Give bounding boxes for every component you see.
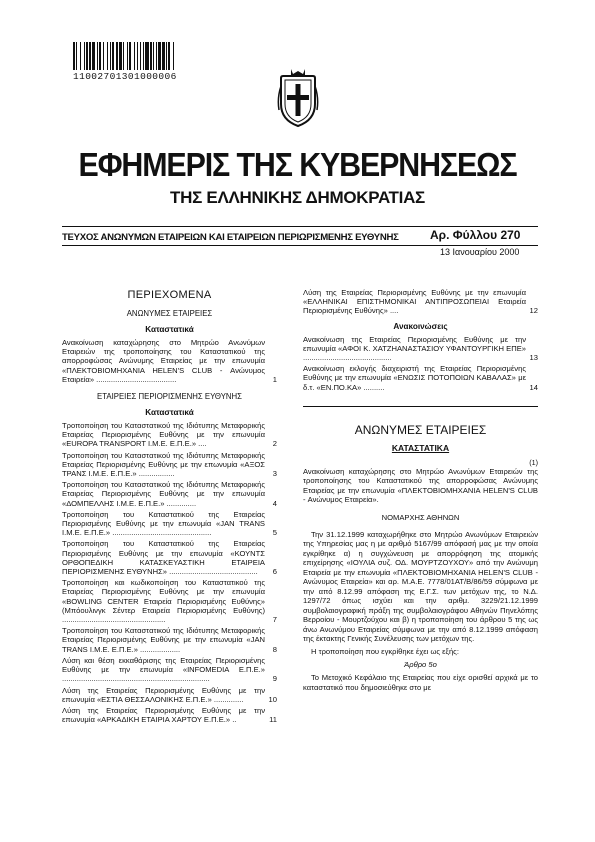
- toc-entry-text: Τροποποίηση και κωδικοποίηση του Καταστατικού της Εταιρείας Περιορισμένης Ευθύνης με την επωνυμία «BOWLING CENTER Εταιρεία Περιορισμένης Ευθύνης» (Μπόουλινγκ Σέντερ Εταιρεία Περιορισμένης Ευθύνης) .................................................: [62, 578, 265, 625]
- toc-entry-page: 5: [272, 528, 277, 538]
- toc-list-continued: [303, 288, 538, 316]
- toc-section-anonymous: ΑΝΩΝΥΜΕΣ ΕΤΑΙΡΕΙΕΣ: [126, 309, 213, 318]
- toc-entry-page: 10: [268, 694, 277, 704]
- toc-entry[interactable]: [62, 451, 277, 479]
- article-heading: Άρθρο 5ο: [404, 660, 437, 670]
- notice-reference: (1): [529, 457, 538, 467]
- barcode-bar: [174, 42, 175, 70]
- toc-entry-page: 14: [529, 382, 538, 392]
- toc-section-limited: ΕΤΑΙΡΕΙΕΣ ΠΕΡΙΟΡΙΣΜΕΝΗΣ ΕΥΘΥΝΗΣ: [97, 392, 242, 402]
- toc-entry[interactable]: [62, 706, 277, 724]
- toc-entry-page: 8: [272, 644, 277, 654]
- toc-entry-text: Ανακοίνωση της Εταιρείας Περιορισμένης Ευθύνης με την επωνυμία «ΑΦΟΙ Κ. ΧΑΤΖΗΑΝΑΣΤΑΣΙΟΥ ΥΦΑΝΤΟΥΡΓΙΚΗ ΕΠΕ» ..........................................: [303, 334, 526, 363]
- toc-list-announcements: [303, 335, 538, 392]
- toc-entry-page: 1: [272, 374, 277, 384]
- toc-title: ΠΕΡΙΕΧΟΜΕΝΑ: [127, 289, 212, 301]
- toc-entry-text: Τροποποίηση του Καταστατικού της Ιδιότυπης Μεταφορικής Εταιρείας Περιορισμένης Ευθύνης με την επωνυμία «ΑΞΟΣ ΤΡΑΝΣ Ι.Μ.Ε. Ε.Π.Ε.» .................: [62, 450, 265, 479]
- masthead-title: ΕΦΗΜΕΡΙΣ ΤΗΣ ΚΥΒΕΡΝΗΣΕΩΣ: [78, 146, 517, 183]
- toc-entry[interactable]: [62, 480, 277, 508]
- sheet-number: Αρ. Φύλλου 270: [430, 228, 521, 242]
- toc-category-announcements: Ανακοινώσεις: [393, 321, 448, 331]
- toc-entry-text: Τροποποίηση του Καταστατικού της Ιδιότυπης Μεταφορικής Εταιρείας Περιορισμένης Ευθύνης με την επωνυμία «EUROPA TRANSPORT Ι.Μ.Ε. Ε.Π.Ε.» ....: [62, 421, 265, 449]
- notice-paragraph-3: Το Μετοχικό Κεφάλαιο της Εταιρείας που είχε ορισθεί αρχικά με το καταστατικό που δημοσιεύθηκε στο με: [303, 673, 538, 692]
- toc-entry-text: Λύση της Εταιρείας Περιορισμένης Ευθύνης με την επωνυμία «ΕΛΛΗΝΙΚΑΙ ΕΠΙΣΤΗΜΟΝΙΚΑΙ ΑΝΤΙΠΡΟΣΩΠΕΙΑΙ Εταιρεία Περιορισμένης Ευθύνης» ....: [303, 288, 526, 316]
- toc-entry[interactable]: [62, 421, 277, 449]
- toc-entry-text: Λύση της Εταιρείας Περιορισμένης Ευθύνης με την επωνυμία «ΑΡΚΑΔΙΚΗ ΕΤΑΙΡΙΑ ΧΑΡΤΟΥ Ε.Π.Ε.» ..: [62, 705, 265, 725]
- issue-date: 13 Ιανουαρίου 2000: [440, 247, 520, 257]
- toc-entry-text: Ανακοίνωση καταχώρησης στο Μητρώο Ανωνύμων Εταιρειών της τροποποίησης του Καταστατικού της απορροφώσας Ανώνυμης Εταιρείας με την επωνυμία «ΠΛΕΚΤΟΒΙΟΜΗΧΑΝΙΑ HELEN'S CLUB - Ανώνυμος Εταιρεία» ......................................: [62, 338, 265, 384]
- toc-entry-page: 4: [272, 498, 277, 508]
- content-column-right: [303, 288, 538, 695]
- toc-entry-page: 7: [272, 615, 277, 625]
- toc-entry-page: 9: [272, 674, 277, 684]
- toc-entry[interactable]: [303, 288, 538, 316]
- toc-entry[interactable]: [62, 510, 277, 538]
- toc-entry-text: Τροποποίηση του Καταστατικού της Εταιρείας Περιορισμένης Ευθύνης με την επωνυμία «ΚΟΥΝΤΣ ΟΡΘΟΠΕΔΙΚΗ ΚΑΤΑΣΚΕΥΑΣΤΙΚΗ ΕΤΑΙΡΕΙΑ ΠΕΡΙΟΡΙΣΜΕΝΗΣ ΕΥΘΥΝΗΣ» ..........................................: [62, 539, 265, 577]
- section-rule: [303, 406, 538, 407]
- notice-paragraph-2: Η τροποποίηση που εγκρίθηκε έχει ως εξής:: [311, 646, 459, 656]
- toc-category-statutes-2: Καταστατικά: [145, 408, 194, 418]
- toc-entry[interactable]: [62, 578, 277, 624]
- issue-label: ΤΕΥΧΟΣ ΑΝΩΝΥΜΩΝ ΕΤΑΙΡΕΙΩΝ ΚΑΙ ΕΤΑΙΡΕΙΩΝ ΠΕΡΙΩΡΙΣΜΕΝΗΣ ΕΥΘΥΝΗΣ: [62, 232, 399, 243]
- toc-entry[interactable]: [62, 656, 277, 684]
- header-rule-bottom: [62, 245, 538, 246]
- toc-entry-text: Ανακοίνωση εκλογής διαχειριστή της Εταιρείας Περιορισμένης Ευθύνης με την επωνυμία «ΕΝΩΣΙΣ ΠΟΤΟΠΟΙΩΝ ΚΑΒΑΛΑΣ» με δ.τ. «ΕΝ.ΠΟ.ΚΑ» ..........: [303, 364, 526, 392]
- toc-entry[interactable]: [303, 364, 538, 392]
- toc-entry-text: Τροποποίηση του Καταστατικού της Ιδιότυπης Μεταφορικής Εταιρείας Περιορισμένης Ευθύνης με την επωνυμία «ΔΟΜΠΕΛΛΗΣ Ι.Μ.Ε. Ε.Π.Ε.» ..............: [62, 480, 265, 508]
- toc-entry-page: 3: [272, 469, 277, 479]
- masthead-subtitle: ΤΗΣ ΕΛΛΗΝΙΚΗΣ ΔΗΜΟΚΡΑΤΙΑΣ: [170, 188, 425, 207]
- toc-list-anonymous: [62, 338, 277, 384]
- toc-entry-page: 13: [529, 353, 538, 363]
- section-title: ΑΝΩΝΥΜΕΣ ΕΤΑΙΡΕΙΕΣ: [354, 422, 487, 437]
- notice-paragraph-1: Την 31.12.1999 καταχωρήθηκε στο Μητρώο Ανωνύμων Εταιρειών της Υπηρεσίας μας η με αριθμό 5167/99 απόφασή μας με την οποία εγκρίθηκε α) η συγχώνευση με απορρόφηση της ατομικής επιχείρησης «ΙΟΥΛΙΑ συζ. ΟΔ. ΜΟΥΡΤΖΟΥΧΟΥ» από την Ανώνυμη Εταιρεία με την επωνυμία «ΠΛΕΚΤΟΒΙΟΜΗΧΑΝΙΑ HELEN'S CLUB - Ανώνυμος Εταιρεία» και αρ. Μ.Α.Ε. 7778/01ΑΤ/Β/86/59 σύμφωνα με την από 8.12.99 απόφαση της Ε.Γ.Σ. των μετόχων της, το Ν.Δ. 1297/72 όπως ισχύει και την αριθμ. 3229/21.12.1999 συμβολαιογραφική πράξη της συμβολαιογράφου Αθηνών Πηνελόπης Βερροίου - Μουρτζούχου και β) η τροποποίηση του άρθρου 5 της ως άνω Ανωνύμου Εταιρείας σύμφωνα με την από 8.12.1999 απόφαση της έκτακτης Γενικής Συνέλευσης των μετόχων της.: [303, 529, 538, 644]
- category-title: ΚΑΤΑΣΤΑΤΙΚΑ: [391, 442, 450, 453]
- toc-entry-page: 2: [272, 439, 277, 449]
- toc-category-statutes-1: Καταστατικά: [145, 325, 194, 334]
- toc-list-limited: [62, 421, 277, 724]
- toc-entry-page: 11: [269, 715, 277, 725]
- toc-entry-text: Λύση και θέση εκκαθάρισης της Εταιρείας Περιορισμένης Ευθύνης με την επωνυμία «INFOMEDIA Ε.Π.Ε.» ......................................................................: [62, 655, 265, 684]
- toc-entry[interactable]: [62, 626, 277, 654]
- coat-of-arms-icon: [277, 68, 319, 128]
- barcode: [73, 42, 211, 70]
- toc-entry[interactable]: [62, 338, 277, 384]
- toc-entry-page: 6: [272, 567, 277, 577]
- toc-entry-text: Λύση της Εταιρείας Περιορισμένης Ευθύνης με την επωνυμία «ΕΣΤΙΑ ΘΕΣΣΑΛΟΝΙΚΗΣ Ε.Π.Ε.» ..............: [62, 685, 265, 704]
- notice-authority: ΝΟΜΑΡΧΗΣ ΑΘΗΝΩΝ: [381, 512, 460, 522]
- toc-entry-text: Τροποποίηση του Καταστατικού της Εταιρείας Περιορισμένης Ευθύνης με την επωνυμία «JAN TRANS Ι.Μ.Ε. Ε.Π.Ε.» ...............................................: [62, 509, 265, 538]
- barcode-number: 11002701301000006: [73, 71, 177, 82]
- toc-entry-text: Τροποποίηση του Καταστατικού της Ιδιότυπης Μεταφορικής Εταιρείας Περιορισμένης Ευθύνης με την επωνυμία «JAN TRANS Ι.Μ.Ε. Ε.Π.Ε.» ...................: [62, 626, 265, 654]
- toc-column-left: [62, 289, 277, 726]
- toc-entry[interactable]: [303, 335, 538, 363]
- toc-entry[interactable]: [62, 539, 277, 576]
- header-rule-top: [62, 226, 538, 227]
- toc-entry[interactable]: [62, 686, 277, 704]
- toc-entry-page: 12: [529, 306, 538, 316]
- notice-intro: Ανακοίνωση καταχώρησης στο Μητρώο Ανωνύμων Εταιρειών της τροποποίησης του Καταστατικού της απορροφώσας Ανώνυμης Εταιρείας με την επωνυμία «ΠΛΕΚΤΟΒΙΟΜΗΧΑΝΙΑ HELEN'S CLUB - Ανώνυμος Εταιρεία».: [303, 466, 538, 505]
